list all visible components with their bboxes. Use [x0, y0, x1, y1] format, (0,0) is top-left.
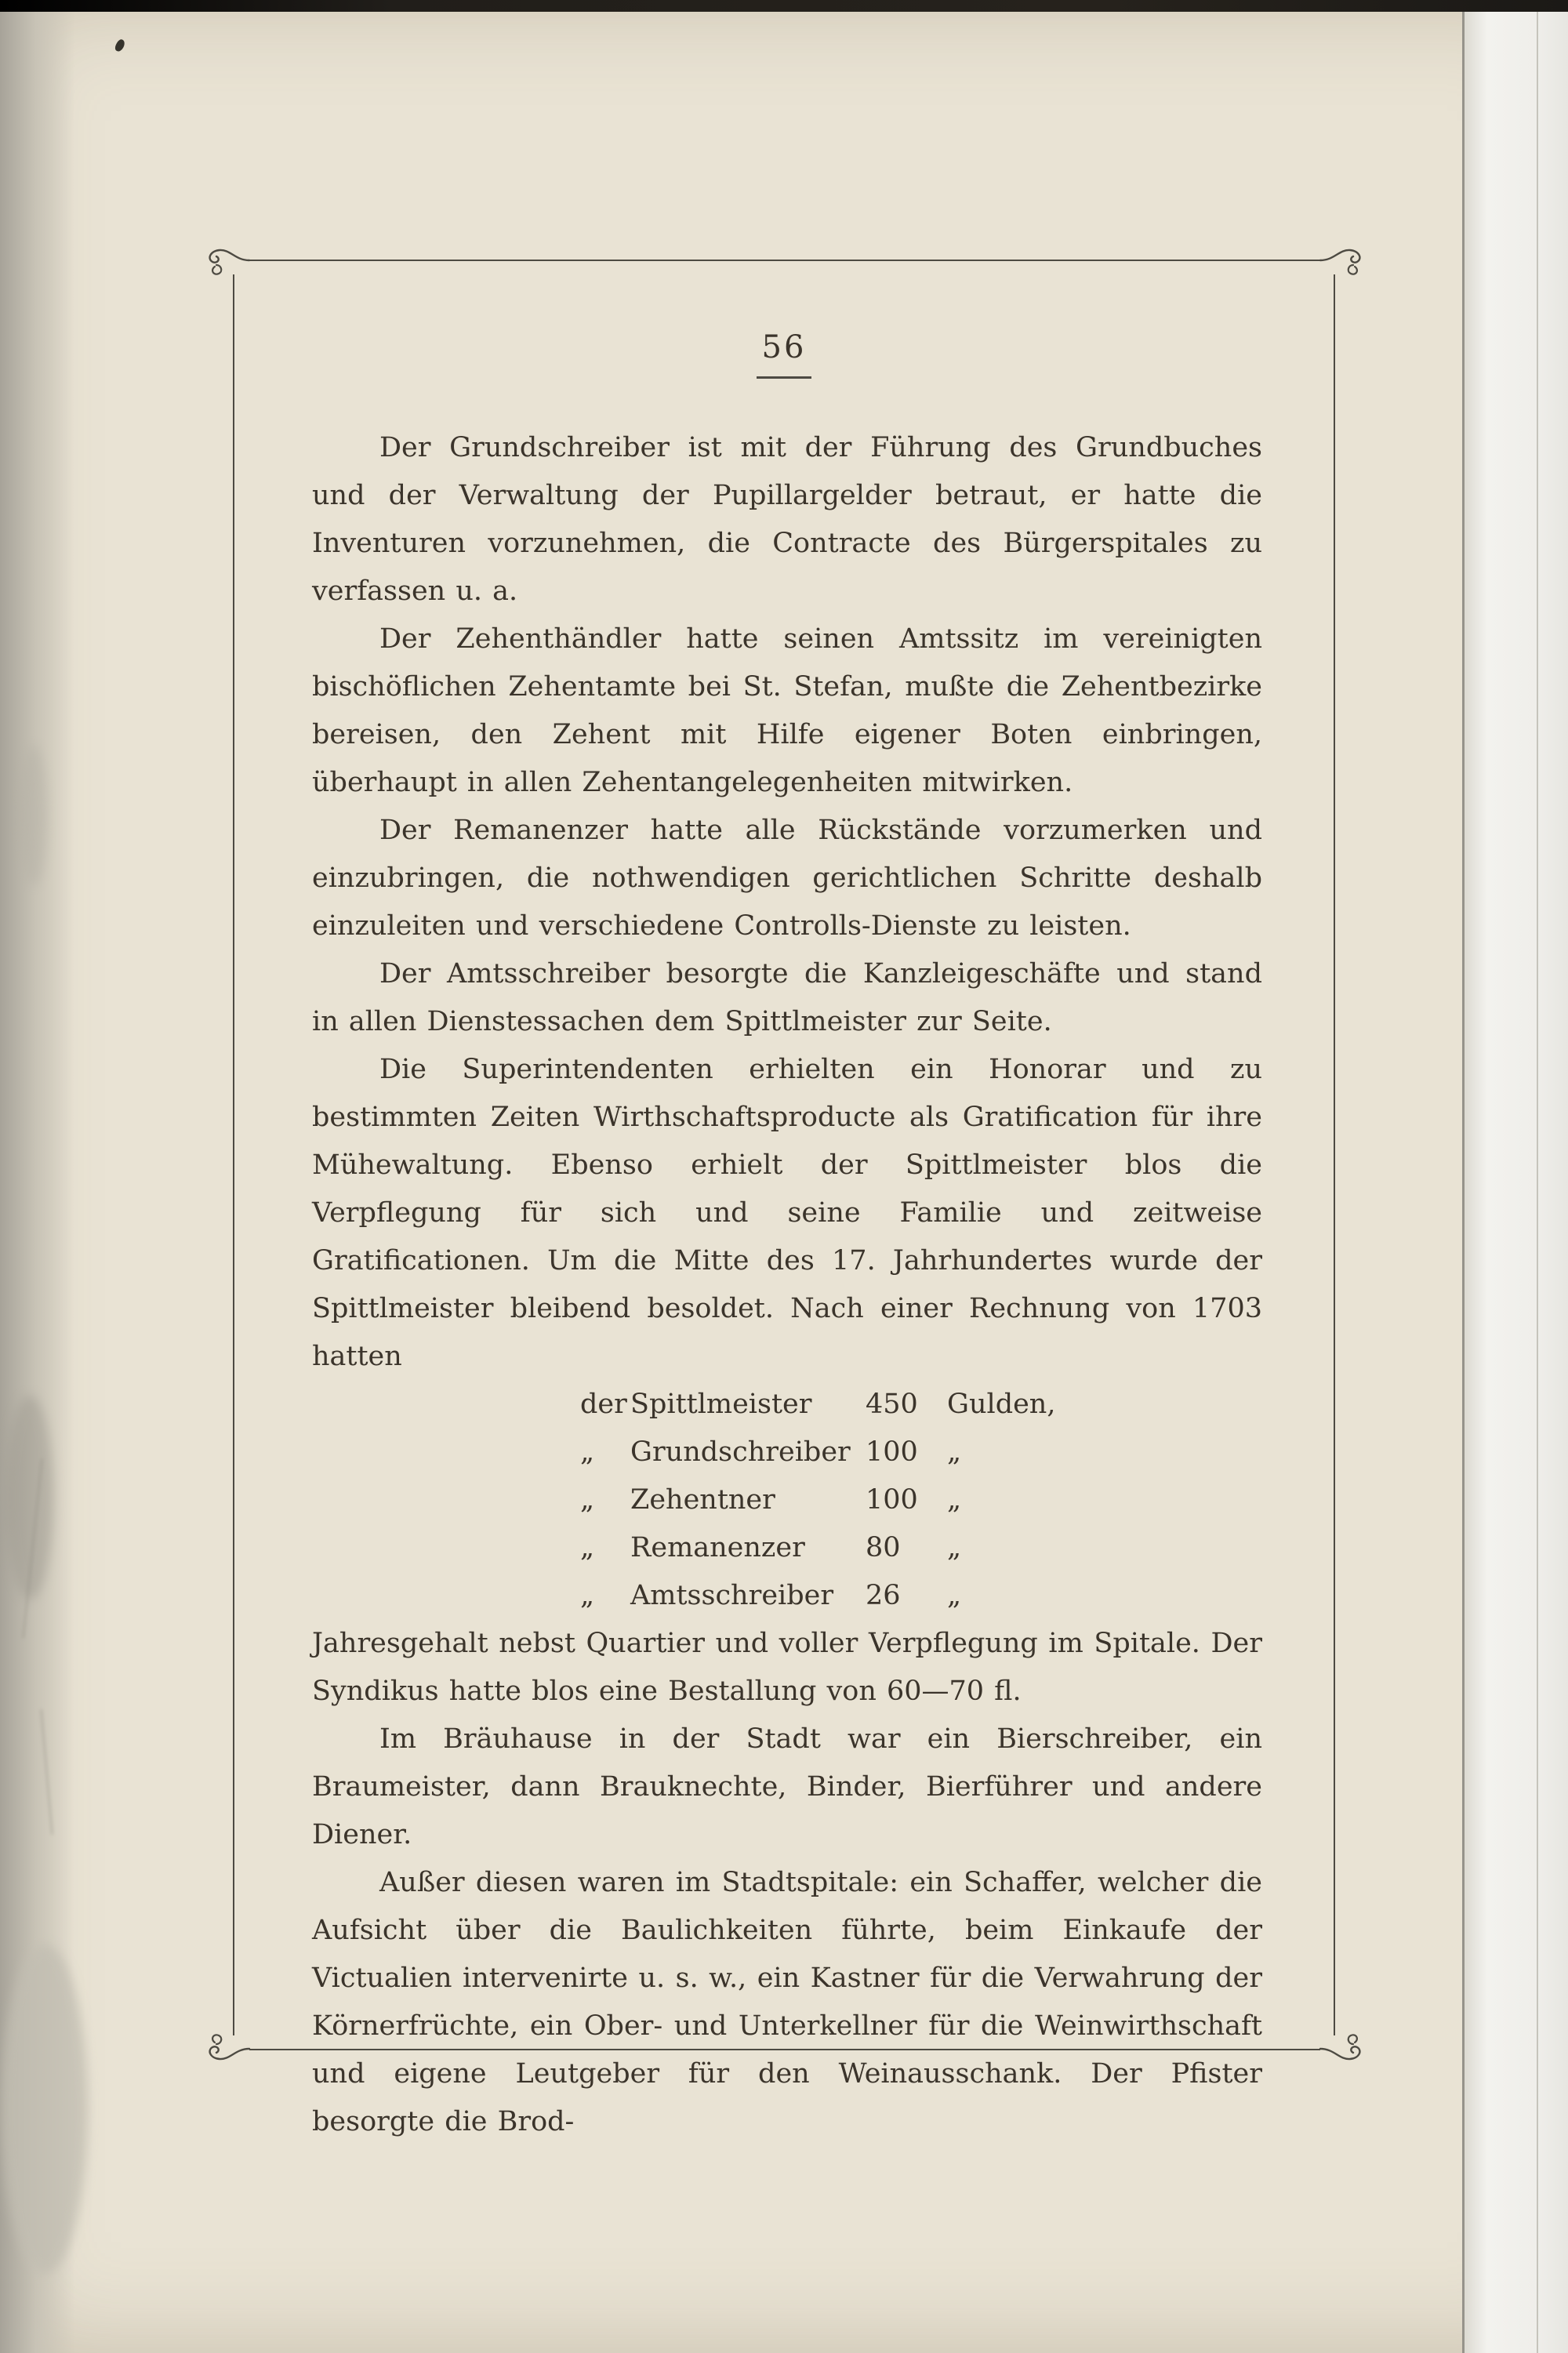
scan-top-shadow	[0, 0, 1568, 12]
salary-article: „	[580, 1532, 595, 1563]
salary-unit: Gulden,	[947, 1389, 1056, 1420]
salary-amount: 26	[866, 1580, 901, 1611]
page-edge-blotch	[20, 745, 47, 886]
salary-amount: 100	[866, 1436, 918, 1468]
salary-role: Zehentner	[630, 1484, 775, 1516]
paragraph: Außer diesen waren im Stadtspitale: ein Schaffer, welcher die Aufsicht über die Baulichkeiten führte, beim Einkaufe der Victualien intervenirte u. s. w., ein Kastner für die Verwahrung der Körnerfrüchte, ein Ober- und Unterkellner für die Weinwirthschaft und eigene Leutgeber für den Weinausschank. Der Pfister besorgte die Brod-	[312, 1867, 1262, 2137]
salary-amount: 80	[866, 1532, 901, 1563]
salary-row	[580, 1476, 1262, 1524]
text-column	[312, 424, 1262, 2146]
salary-row	[580, 1572, 1262, 1620]
paragraph: Der Amtsschreiber besorgte die Kanzleigeschäfte und stand in allen Dienstessachen dem Spittlmeister zur Seite.	[312, 958, 1262, 1037]
salary-row	[580, 1524, 1262, 1572]
frame-rule-right	[1334, 274, 1335, 2035]
flourish-bottom-left-icon	[204, 2031, 251, 2065]
salary-article: „	[580, 1484, 595, 1516]
adjacent-page-edge-line	[1537, 0, 1538, 2353]
salary-unit: „	[947, 1436, 962, 1468]
salary-role: Amtsschreiber	[630, 1580, 834, 1611]
paragraph: Jahresgehalt nebst Quartier und voller Verpflegung im Spitale. Der Syndikus hatte blos eine Bestallung von 60—70 fl.	[312, 1628, 1262, 1707]
salary-role: Remanenzer	[630, 1532, 805, 1563]
paragraph: Im Bräuhause in der Stadt war ein Bierschreiber, ein Braumeister, dann Brauknechte, Binder, Bierführer und andere Diener.	[312, 1723, 1262, 1850]
salary-amount: 450	[866, 1389, 918, 1420]
paragraph: Der Zehenthändler hatte seinen Amtssitz im vereinigten bischöflichen Zehentamte bei St. Stefan, mußte die Zehentbezirke bereisen, den Zehent mit Hilfe eigener Boten einbringen, überhaupt in allen Zehentangelegenheiten mitwirken.	[312, 623, 1262, 798]
salary-unit: „	[947, 1484, 962, 1516]
salary-row	[580, 1429, 1262, 1476]
flourish-top-left-icon	[204, 244, 251, 278]
salary-table	[312, 1381, 1262, 1620]
salary-article: „	[580, 1580, 595, 1611]
page-number: 56	[761, 329, 807, 365]
salary-article: der	[580, 1389, 627, 1420]
salary-amount: 100	[866, 1484, 918, 1516]
page-number-rule	[757, 376, 811, 379]
salary-row	[580, 1381, 1262, 1429]
flourish-top-right-icon	[1319, 244, 1366, 278]
flourish-bottom-right-icon	[1319, 2031, 1366, 2065]
salary-article: „	[580, 1436, 595, 1468]
paragraph: Die Superintendenten erhielten ein Honorar und zu bestimmten Zeiten Wirthschaftsproducte als Gratification für ihre Mühewaltung. Ebenso erhielt der Spittlmeister blos die Verpflegung für sich und seine Familie und zeitweise Gratificationen. Um die Mitte des 17. Jahrhundertes wurde der Spittlmeister bleibend besoldet. Nach einer Rechnung von 1703 hatten	[312, 1054, 1262, 1372]
salary-role: Spittlmeister	[630, 1389, 812, 1420]
paragraph: Der Remanenzer hatte alle Rückstände vorzumerken und einzubringen, die nothwendigen gerichtlichen Schritte deshalb einzuleiten und verschiedene Controlls-Dienste zu leisten.	[312, 815, 1262, 942]
frame-rule-left	[233, 274, 234, 2035]
salary-unit: „	[947, 1532, 962, 1563]
ink-speck	[114, 38, 126, 53]
page-edge-blotch	[2, 1944, 88, 2274]
salary-unit: „	[947, 1580, 962, 1611]
paragraph: Der Grundschreiber ist mit der Führung des Grundbuches und der Verwaltung der Pupillargelder betraut, er hatte die Inventuren vorzunehmen, die Contracte des Bürgerspitales zu verfassen u. a.	[312, 432, 1262, 607]
adjacent-page-edge	[1462, 0, 1568, 2353]
frame-rule-top	[249, 260, 1320, 261]
salary-role: Grundschreiber	[630, 1436, 851, 1468]
page-number-block	[233, 329, 1335, 379]
